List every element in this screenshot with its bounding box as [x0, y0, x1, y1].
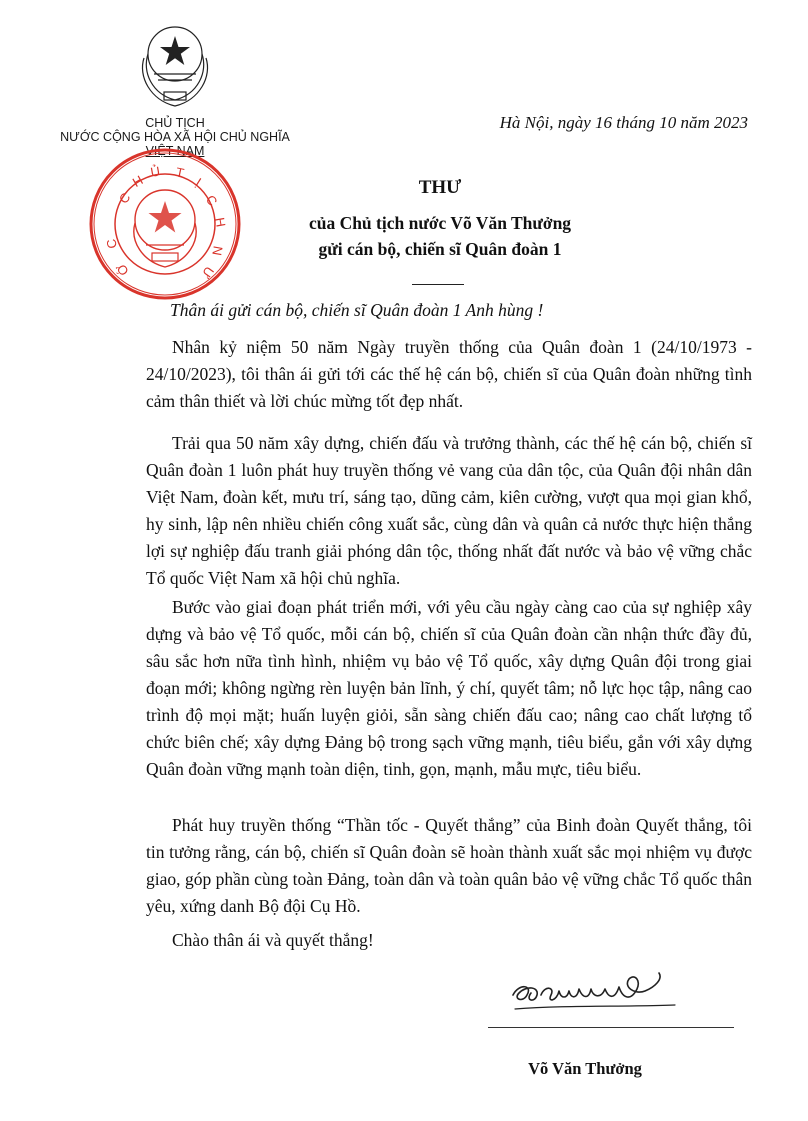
svg-text:H: H [212, 216, 229, 229]
title-recipient: gửi cán bộ, chiến sĩ Quân đoàn 1 [318, 239, 562, 259]
paragraph-2: Trải qua 50 năm xây dựng, chiến đấu và trưởng thành, các thế hệ cán bộ, chiến sĩ Quân đoàn 1 luôn phát huy truyền thống vẻ vang của dân tộc, của Quân đội nhân dân Việt Nam, đoàn kết, mưu trí, sáng tạo, dũng cảm, kiên cường, vượt qua mọi gian khổ, hy sinh, lập nên nhiều chiến công xuất sắc, cùng dân và quân cả nước thực hiện thắng lợi sự nghiệp đấu tranh giải phóng dân tộc, thống nhất đất nước và bảo vệ vững chắc Tổ quốc Việt Nam xã hội chủ nghĩa. [146, 433, 752, 588]
svg-text:Ị: Ị [192, 174, 204, 190]
title-sender: của Chủ tịch nước Võ Văn Thưởng [308, 213, 572, 233]
closing-line: Chào thân ái và quyết thắng! [172, 930, 374, 950]
national-emblem-icon [134, 14, 216, 112]
date-line: Hà Nội, ngày 16 tháng 10 năm 2023 [499, 113, 748, 132]
salutation: Thân ái gửi cán bộ, chiến sĩ Quân đoàn 1 Anh hùng ! [170, 300, 544, 320]
svg-text:N: N [209, 244, 226, 257]
issuer-title: CHỦ TỊCH [145, 116, 205, 130]
paragraph-3: Bước vào giai đoạn phát triển mới, với yêu cầu ngày càng cao của sự nghiệp xây dựng và bảo vệ Tổ quốc, mỗi cán bộ, chiến sĩ của Quân đoàn cần nhận thức đầy đủ, sâu sắc hơn nữa tình hình, nhiệm vụ bảo vệ Tổ quốc, xây dựng Quân đội trong giai đoạn mới; không ngừng rèn luyện bản lĩnh, ý chí, quyết tâm; nỗ lực học tập, nâng cao trình độ mọi mặt; huấn luyện giỏi, sẵn sàng chiến đấu cao; nâng cao chất lượng tổ chức biên chế; xây dựng Đảng bộ trong sạch vững mạnh, tiêu biểu, gắn với xây dựng Quân đoàn vững mạnh toàn diện, tinh, gọn, mạnh, mẫu mực, tiêu biểu. [146, 597, 752, 779]
signature-rule [488, 1027, 734, 1028]
red-seal-icon [86, 145, 244, 303]
title-heading: THƯ [418, 177, 462, 198]
svg-text:Ủ: Ủ [149, 163, 162, 180]
svg-text:H: H [129, 172, 146, 190]
signer-name: Võ Văn Thưởng [528, 1059, 642, 1078]
letter-title [250, 176, 630, 262]
paragraph-1: Nhân kỷ niệm 50 năm Ngày truyền thống của Quân đoàn 1 (24/10/1973 - 24/10/2023), tôi thân ái gửi tới các thế hệ cán bộ, chiến sĩ của Quân đoàn những tình cảm thân thiết và lời chúc mừng tốt đẹp nhất. [146, 337, 752, 411]
svg-text:C: C [202, 192, 221, 209]
issuer-state: NƯỚC CỘNG HÒA XÃ HỘI CHỦ NGHĨA [60, 130, 290, 144]
issuer-country: VIỆT NAM [145, 144, 205, 158]
svg-text:C: C [115, 189, 134, 207]
svg-text:Ư: Ư [198, 263, 218, 282]
handwritten-signature-icon [505, 965, 705, 1015]
paragraph-4: Phát huy truyền thống “Thần tốc - Quyết thắng” của Binh đoàn Quyết thắng, tôi tin tưởng rằng, cán bộ, chiến sĩ Quân đoàn sẽ hoàn thành xuất sắc mọi nhiệm vụ được giao, góp phần cùng toàn Đảng, toàn dân và toàn quân bảo vệ vững chắc Tổ quốc thân yêu, xứng danh Bộ đội Cụ Hồ. [146, 815, 752, 916]
svg-text:T: T [174, 164, 186, 181]
title-divider [412, 284, 464, 285]
svg-text:C: C [103, 237, 120, 250]
svg-text:Ớ: Ớ [112, 260, 132, 279]
